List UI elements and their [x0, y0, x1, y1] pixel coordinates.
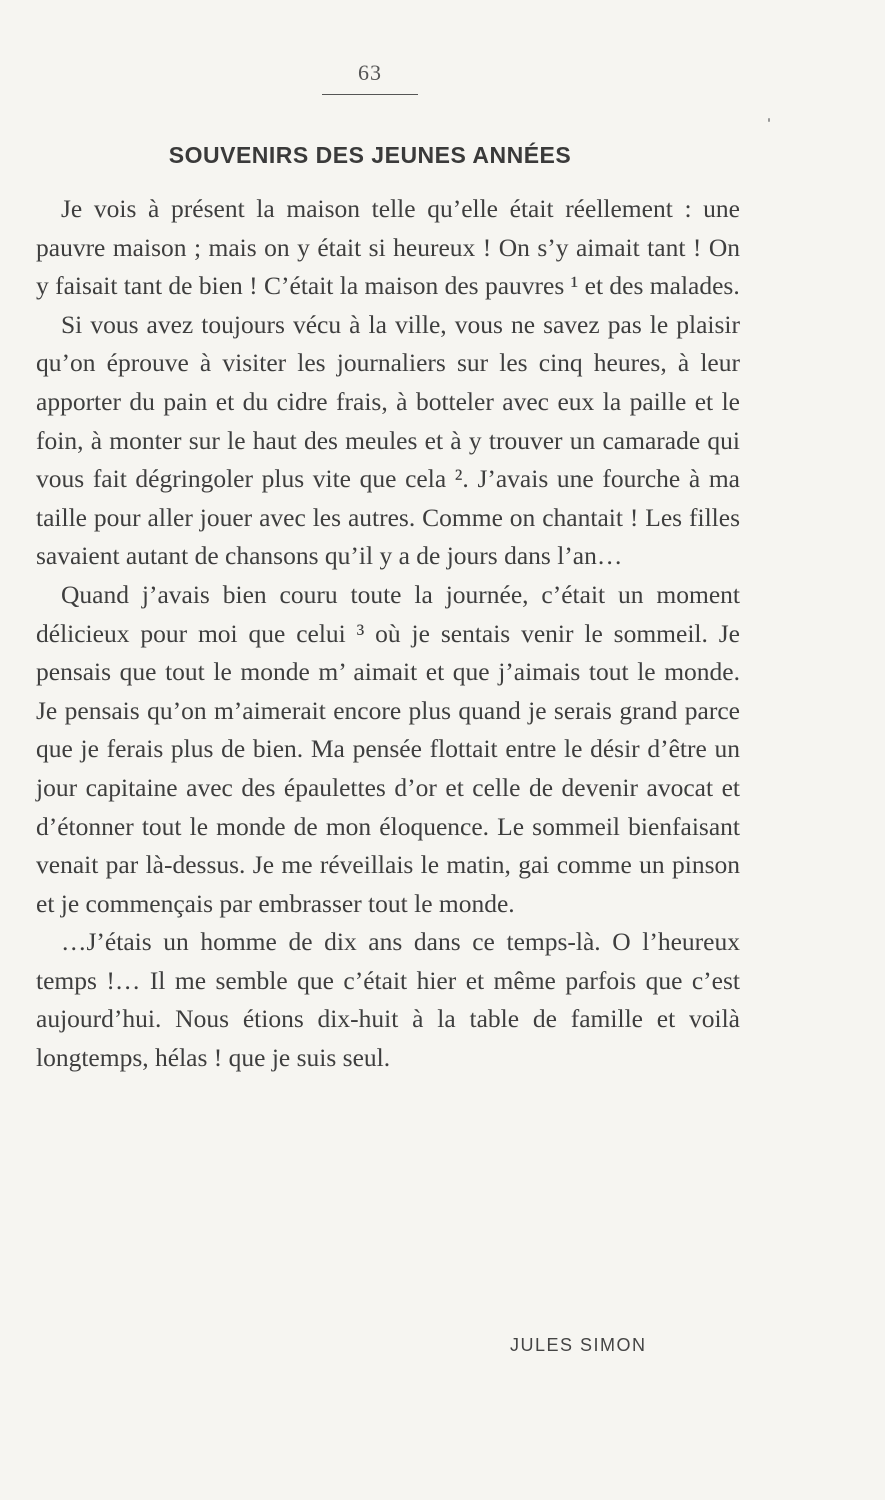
- chapter-title: SOUVENIRS DES JEUNES ANNÉES: [168, 142, 572, 168]
- paragraph-4: …J’étais un homme de dix ans dans ce temps-là. O l’heureux temps !… Il me semble que c’était hier et même parfois que c’est aujourd’hui. Nous étions dix-huit à la table de famille et voilà longtemps, hélas ! que je suis seul.: [36, 927, 740, 1073]
- paragraph-3: Quand j’avais bien couru toute la journée, c’était un moment délicieux pour moi que celui ³ où je sentais venir le sommeil. Je pensais que tout le monde m’ aimait et que j’aimais tout le monde. Je pensais qu’on m’aimerait encore plus quand je serais grand parce que je ferais plus de bien. Ma pensée flottait entre le désir d’être un jour capitaine avec des épaulettes d’or et celle de devenir avocat et d’étonner tout le monde de mon éloquence. Le sommeil bienfaisant venait par là-dessus. Je me réveillais le matin, gai comme un pinson et je commençais par embrasser tout le monde.: [36, 579, 740, 918]
- author-signature: JULES SIMON: [510, 1335, 647, 1355]
- body-text: [36, 190, 740, 1078]
- page-number: 63: [358, 60, 382, 85]
- paragraph-2: Si vous avez toujours vécu à la ville, vous ne savez pas le plaisir qu’on éprouve à visiter les journaliers sur les cinq heures, à leur apporter du pain et du cidre frais, à botteler avec eux la paille et le foin, à monter sur le haut des meules et à y trouver un camarade qui vous fait dégringoler plus vite que cela ². J’avais une fourche à ma taille pour aller jouer avec les autres. Comme on chantait ! Les filles savaient autant de chansons qu’il y a de jours dans l’an…: [36, 309, 740, 571]
- paragraph-1: Je vois à présent la maison telle qu’elle était réellement : une pauvre maison ; mais on y était si heureux ! On s’y aimait tant ! On y faisait tant de bien ! C’était la maison des pauvres ¹ et des malades.: [36, 194, 740, 301]
- page-number-rule: [322, 94, 418, 95]
- paper-speck: [768, 118, 770, 122]
